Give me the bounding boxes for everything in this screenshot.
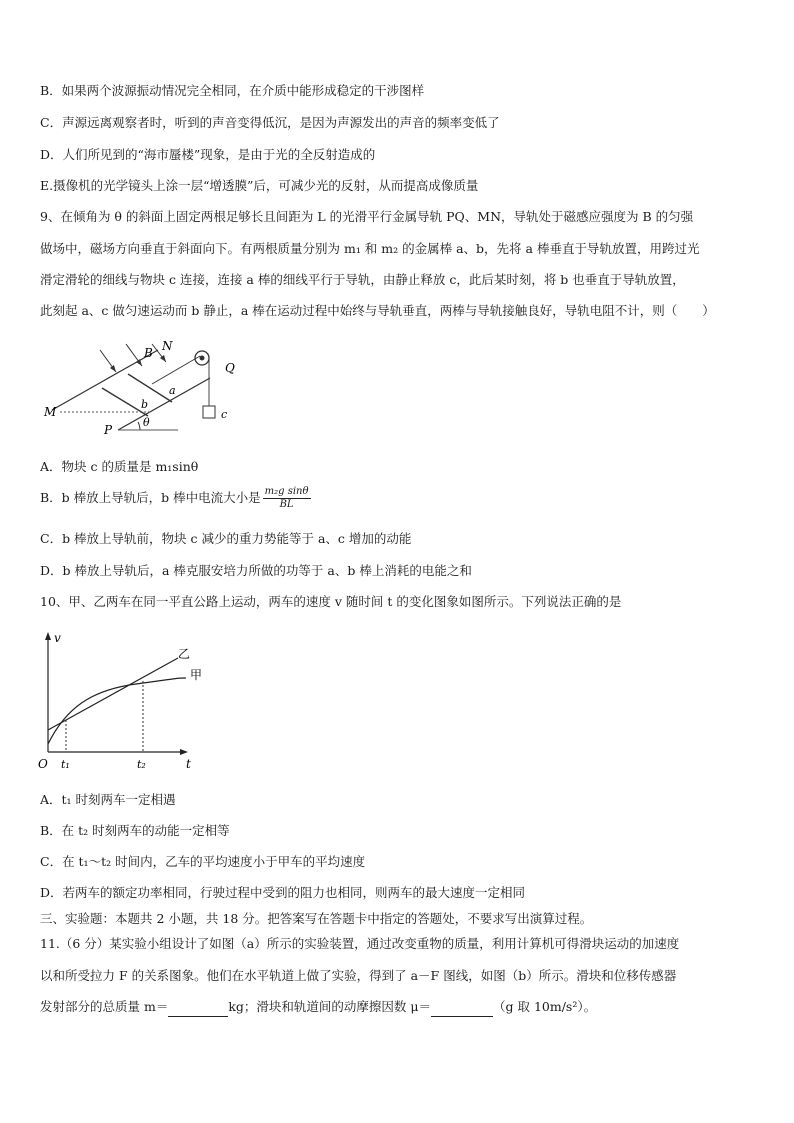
- q9-option-c: C．b 棒放上导轨前，物块 c 减少的重力势能等于 a、c 增加的动能: [40, 531, 412, 546]
- q11-line2: 以和所受拉力 F 的关系图象。他们在水平轨道上做了实验，得到了 a－F 图线，如图（b）所示。滑块和位移传感器: [40, 968, 677, 983]
- q9-option-d: D．b 棒放上导轨后，a 棒克服安培力所做的功等于 a、b 棒上消耗的电能之和: [40, 563, 472, 578]
- label-P: P: [104, 423, 113, 437]
- option-d-prev: D．人们所见到的“海市蜃楼”现象，是由于光的全反射造成的: [40, 147, 376, 162]
- q10-option-b: B．在 t₂ 时刻两车的动能一定相等: [40, 823, 230, 838]
- q9-stem-line3: 滑定滑轮的细线与物块 c 连接，连接 a 棒的细线平行于导轨，由静止释放 c，此后某时刻，将 b 也垂直于导轨放置，: [40, 272, 685, 287]
- section3-heading: 三、实验题：本题共 2 小题，共 18 分。把答案写在答题卡中指定的答题处，不要求写出演算过程。: [40, 911, 593, 926]
- label-t: t: [186, 757, 191, 771]
- label-theta: θ: [143, 416, 150, 429]
- q10-stem: 10、甲、乙两车在同一平直公路上运动，两车的速度 v 随时间 t 的变化图象如图所示。下列说法正确的是: [40, 594, 622, 609]
- label-yi: 乙: [178, 647, 191, 661]
- q9-option-b-prefix: B．b 棒放上导轨后，b 棒中电流大小是: [40, 490, 261, 505]
- q11-line3: [40, 998, 596, 1017]
- q9-stem-line4: 此刻起 a、c 做匀速运动而 b 静止，a 棒在运动过程中始终与导轨垂直，两棒与导轨接触良好，导轨电阻不计，则（ ）: [40, 303, 715, 318]
- q9-option-a: A．物块 c 的质量是 m₁sinθ: [40, 459, 199, 474]
- label-t2: t₂: [137, 758, 146, 771]
- label-a: a: [169, 384, 176, 397]
- q11-line3-part2: kg；滑块和轨道间的动摩擦因数 μ＝: [228, 999, 432, 1014]
- label-jia: 甲: [190, 668, 203, 682]
- current-fraction: [263, 486, 311, 511]
- q9-stem-line2: 做场中，磁场方向垂直于斜面向下。有两根质量分别为 m₁ 和 m₂ 的金属棒 a、b，先将 a 棒垂直于导轨放置，用跨过光: [40, 241, 700, 256]
- q9-stem-line1: 9、在倾角为 θ 的斜面上固定两根足够长且间距为 L 的光滑平行金属导轨 PQ、MN，导轨处于磁感应强度为 B 的匀强: [40, 209, 694, 224]
- label-c: c: [221, 408, 228, 421]
- option-b-prev: B．如果两个波源振动情况完全相同，在介质中能形成稳定的干涉图样: [40, 83, 425, 98]
- friction-answer-blank[interactable]: [431, 998, 493, 1017]
- q10-vt-graph: [36, 628, 216, 776]
- q9-option-b: [40, 486, 311, 511]
- q10-option-c: C．在 t₁～t₂ 时间内，乙车的平均速度小于甲车的平均速度: [40, 854, 366, 869]
- label-b: b: [141, 398, 149, 411]
- fraction-numerator: m₂g sinθ: [264, 486, 309, 497]
- label-M: M: [44, 405, 57, 419]
- label-O: O: [38, 757, 48, 771]
- label-N: N: [162, 339, 173, 353]
- q11-line3-part1: 发射部分的总质量 m＝: [40, 999, 169, 1014]
- q10-option-d: D．若两车的额定功率相同，行驶过程中受到的阻力也相同，则两车的最大速度一定相同: [40, 885, 526, 900]
- option-c-prev: C．声源远离观察者时，听到的声音变得低沉，是因为声源发出的声音的频率变低了: [40, 115, 500, 130]
- label-t1: t₁: [61, 758, 70, 771]
- q11-line1: 11.（6 分）某实验小组设计了如图（a）所示的实验装置，通过改变重物的质量，利用计算机可得滑块运动的加速度: [40, 936, 680, 951]
- label-B: B: [144, 346, 153, 360]
- q10-option-a: A．t₁ 时刻两车一定相遇: [40, 792, 176, 807]
- label-Q: Q: [225, 361, 235, 375]
- fraction-denominator: BL: [279, 499, 294, 510]
- label-v: v: [54, 631, 61, 645]
- mass-answer-blank[interactable]: [168, 998, 228, 1017]
- option-e-prev: E.摄像机的光学镜头上涂一层“增透膜”后，可减少光的反射，从而提高成像质量: [40, 178, 479, 193]
- q11-line3-part3: （g 取 10m/s²）。: [493, 999, 597, 1014]
- q9-incline-figure: [40, 330, 250, 442]
